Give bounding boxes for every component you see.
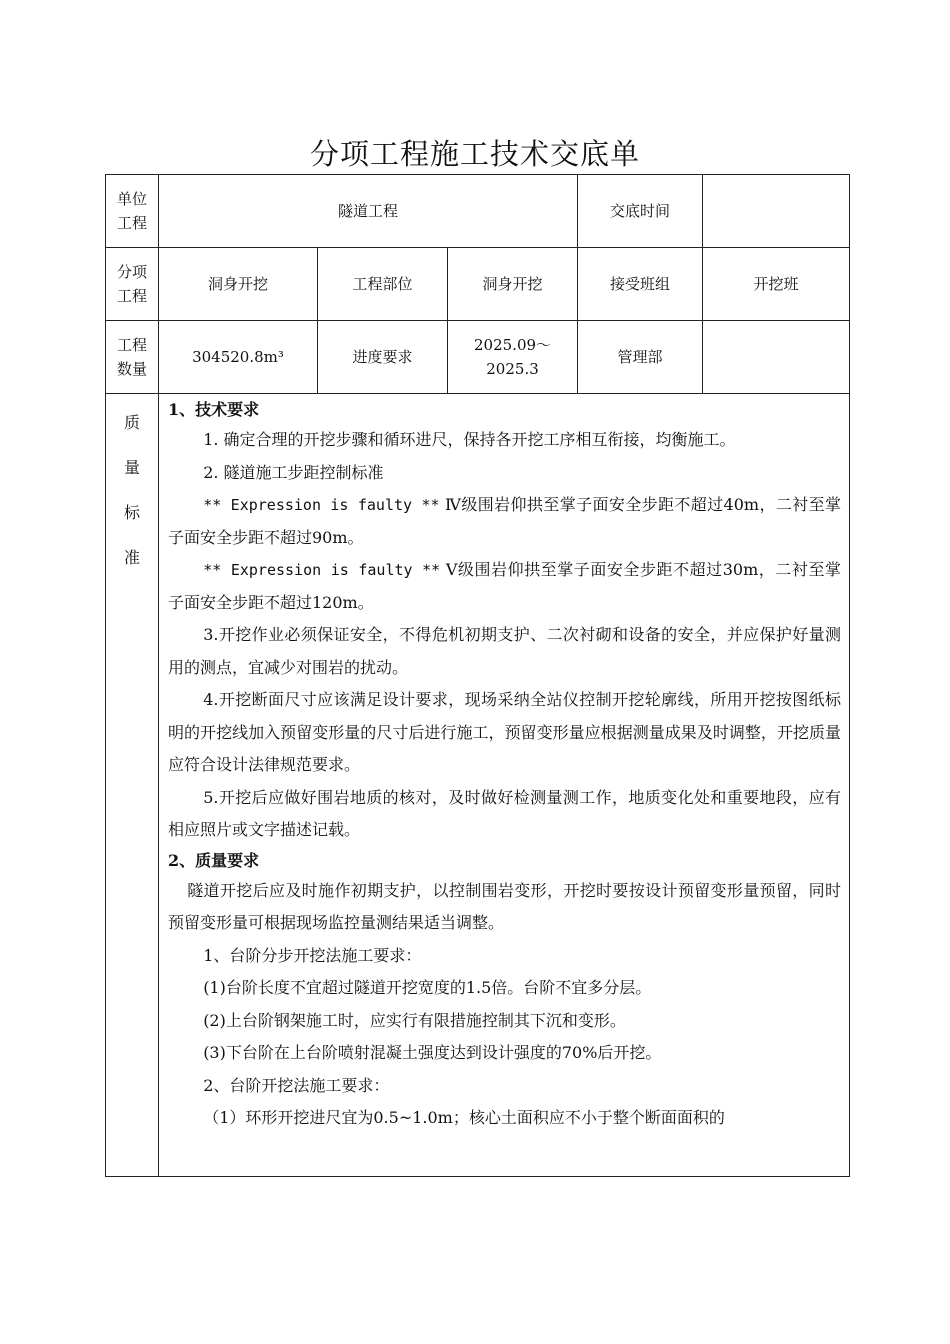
section-heading-technical: 1、技术要求 <box>168 400 260 419</box>
sub-label: 分项 工程 <box>106 248 159 321</box>
row-quantity <box>106 321 850 394</box>
part-label: 工程部位 <box>318 248 448 321</box>
paragraph: 4.开挖断面尺寸应该满足设计要求，现场采纳全站仪控制开挖轮廓线，所用开挖按图纸标明的开挖线加入预留变形量的尺寸后进行施工，预留变形量应根据测量成果及时调整，开挖质量应符合设计法律规范要求。 <box>168 690 842 774</box>
qty-label: 工程 数量 <box>106 321 159 394</box>
paragraph: (1)台阶长度不宜超过隧道开挖宽度的1.5倍。台阶不宜多分层。 <box>203 978 652 997</box>
qty-value: 304520.8m³ <box>159 321 318 394</box>
paragraph: ** Expression is faulty ** Ⅳ级围岩仰拱至掌子面安全步距不超过40m，二衬至掌子面安全步距不超过90m。 <box>168 495 842 547</box>
disclosure-form-table <box>105 174 850 1177</box>
paragraph: 5.开挖后应做好围岩地质的核对，及时做好检测量测工作，地质变化处和重要地段，应有相应照片或文字描述记载。 <box>168 787 842 839</box>
paragraph: 2. 隧道施工步距控制标准 <box>203 462 384 482</box>
row-content <box>106 394 850 1177</box>
document-title: 分项工程施工技术交底单 <box>309 137 640 171</box>
paragraph: 2、台阶开挖法施工要求： <box>203 1075 390 1095</box>
paragraph: (3)下台阶在上台阶喷射混凝土强度达到设计强度的70%后开挖。 <box>203 1043 662 1062</box>
content-body <box>159 394 850 1177</box>
unit-label: 单位 工程 <box>106 175 159 248</box>
time-value <box>703 175 850 248</box>
time-label: 交底时间 <box>578 175 703 248</box>
paragraph: (2)上台阶钢架施工时，应实行有限措施控制其下沉和变形。 <box>203 1010 626 1030</box>
row-subproject <box>106 248 850 321</box>
field-error-text: ** Expression is faulty ** <box>203 496 440 514</box>
paragraph: 1、台阶分步开挖法施工要求： <box>203 945 422 965</box>
quality-standard-label: 质 量 标 准 <box>106 394 159 1177</box>
progress-label: 进度要求 <box>318 321 448 394</box>
sub-value: 洞身开挖 <box>159 248 318 321</box>
dept-label: 管理部 <box>578 321 703 394</box>
part-value: 洞身开挖 <box>448 248 578 321</box>
paragraph: （1）环形开挖进尺宜为0.5~1.0m；核心土面积应不小于整个断面面积的 <box>203 1108 725 1127</box>
section-heading-quality: 2、质量要求 <box>168 850 260 870</box>
team-label: 接受班组 <box>578 248 703 321</box>
dept-value <box>703 321 850 394</box>
row-unit <box>106 175 850 248</box>
paragraph: 1. 确定合理的开挖步骤和循环进尺，保持各开挖工序相互衔接，均衡施工。 <box>203 430 736 449</box>
team-value: 开挖班 <box>703 248 850 321</box>
unit-value: 隧道工程 <box>159 175 578 248</box>
paragraph: 3.开挖作业必须保证安全，不得危机初期支护、二次衬砌和设备的安全，并应保护好量测用的测点，宜减少对围岩的扰动。 <box>168 625 842 677</box>
field-error-text: ** Expression is faulty ** <box>203 561 441 579</box>
paragraph: 隧道开挖后应及时施作初期支护，以控制围岩变形，开挖时要按设计预留变形量预留，同时预留变形量可根据现场监控量测结果适当调整。 <box>168 880 842 932</box>
progress-value: 2025.09～ 2025.3 <box>448 321 578 394</box>
paragraph: ** Expression is faulty ** Ⅴ级围岩仰拱至掌子面安全步距不超过30m，二衬至掌子面安全步距不超过120m。 <box>168 560 842 612</box>
